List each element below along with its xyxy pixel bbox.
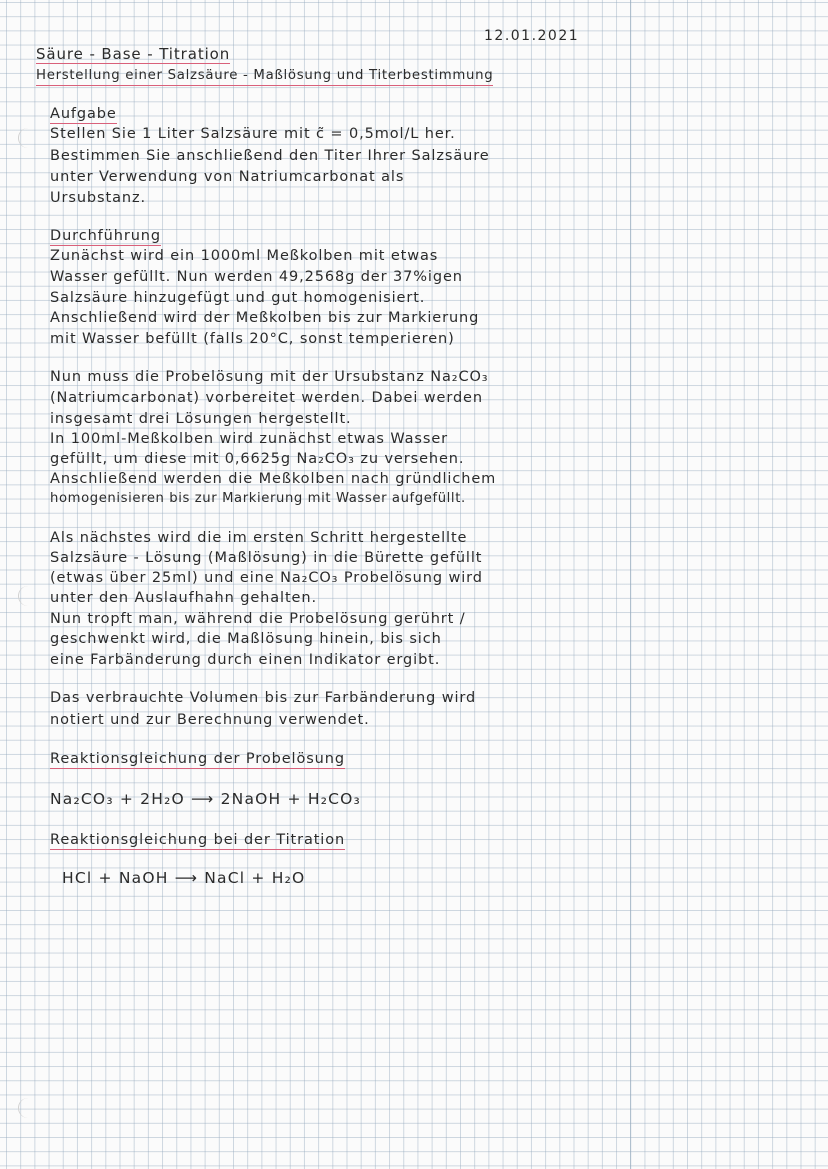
aufgabe-line: unter Verwendung von Natriumcarbonat als bbox=[50, 169, 405, 185]
reaction-equation-probeloesung: Na₂CO₃ + 2H₂O ⟶ 2NaOH + H₂CO₃ bbox=[50, 790, 361, 808]
durchfuehrung-line: Anschließend wird der Meßkolben bis zur Markierung bbox=[50, 310, 480, 326]
paragraph4-line: notiert und zur Berechnung verwendet. bbox=[50, 712, 370, 728]
paragraph2-line: (Natriumcarbonat) vorbereitet werden. Dabei werden bbox=[50, 390, 483, 406]
aufgabe-heading: Aufgabe bbox=[50, 106, 117, 122]
paragraph3-line: Salzsäure - Lösung (Maßlösung) in die Bürette gefüllt bbox=[50, 550, 483, 566]
paragraph3-line: unter den Auslaufhahn gehalten. bbox=[50, 590, 317, 606]
paragraph2-line: Anschließend werden die Meßkolben nach gründlichem bbox=[50, 471, 497, 487]
durchfuehrung-heading: Durchführung bbox=[50, 228, 161, 244]
paragraph3-line: (etwas über 25ml) und eine Na₂CO₃ Probelösung wird bbox=[50, 570, 483, 586]
punch-hole-top bbox=[18, 128, 29, 148]
paragraph4-line: Das verbrauchte Volumen bis zur Farbänderung wird bbox=[50, 690, 477, 706]
aufgabe-line: Stellen Sie 1 Liter Salzsäure mit c̃ = 0,5mol/L her. bbox=[50, 126, 456, 142]
durchfuehrung-line: mit Wasser befüllt (falls 20°C, sonst temperieren) bbox=[50, 331, 455, 347]
paragraph3-line: eine Farbänderung durch einen Indikator ergibt. bbox=[50, 652, 441, 668]
durchfuehrung-line: Salzsäure hinzugefügt und gut homogenisiert. bbox=[50, 290, 426, 306]
paragraph2-line: insgesamt drei Lösungen hergestellt. bbox=[50, 411, 352, 427]
aufgabe-line: Ursubstanz. bbox=[50, 190, 146, 206]
page-margin-line bbox=[630, 0, 631, 1169]
durchfuehrung-line: Zunächst wird ein 1000ml Meßkolben mit etwas bbox=[50, 248, 439, 264]
reaction-heading-probeloesung: Reaktionsgleichung der Probelösung bbox=[50, 751, 345, 767]
paragraph2-line: In 100ml-Meßkolben wird zunächst etwas Wasser bbox=[50, 431, 449, 447]
paragraph3-line: Als nächstes wird die im ersten Schritt hergestellte bbox=[50, 530, 468, 546]
paragraph3-line: Nun tropft man, während die Probelösung gerührt / bbox=[50, 611, 466, 627]
punch-hole-bottom bbox=[18, 1098, 29, 1118]
date: 12.01.2021 bbox=[484, 28, 580, 44]
paragraph3-line: geschwenkt wird, die Maßlösung hinein, bis sich bbox=[50, 631, 442, 647]
punch-hole-middle bbox=[18, 586, 29, 606]
aufgabe-line: Bestimmen Sie anschließend den Titer Ihrer Salzsäure bbox=[50, 148, 490, 164]
paragraph2-line: Nun muss die Probelösung mit der Ursubstanz Na₂CO₃ bbox=[50, 369, 489, 385]
page-subtitle: Herstellung einer Salzsäure - Maßlösung und Titerbestimmung bbox=[36, 68, 493, 86]
paragraph2-line: homogenisieren bis zur Markierung mit Wasser aufgefüllt. bbox=[50, 491, 466, 506]
reaction-equation-titration: HCl + NaOH ⟶ NaCl + H₂O bbox=[62, 869, 306, 887]
reaction-heading-titration: Reaktionsgleichung bei der Titration bbox=[50, 832, 346, 848]
paragraph2-line: gefüllt, um diese mit 0,6625g Na₂CO₃ zu versehen. bbox=[50, 451, 465, 467]
durchfuehrung-line: Wasser gefüllt. Nun werden 49,2568g der 37%igen bbox=[50, 269, 463, 285]
page-title: Säure - Base - Titration bbox=[36, 45, 231, 63]
